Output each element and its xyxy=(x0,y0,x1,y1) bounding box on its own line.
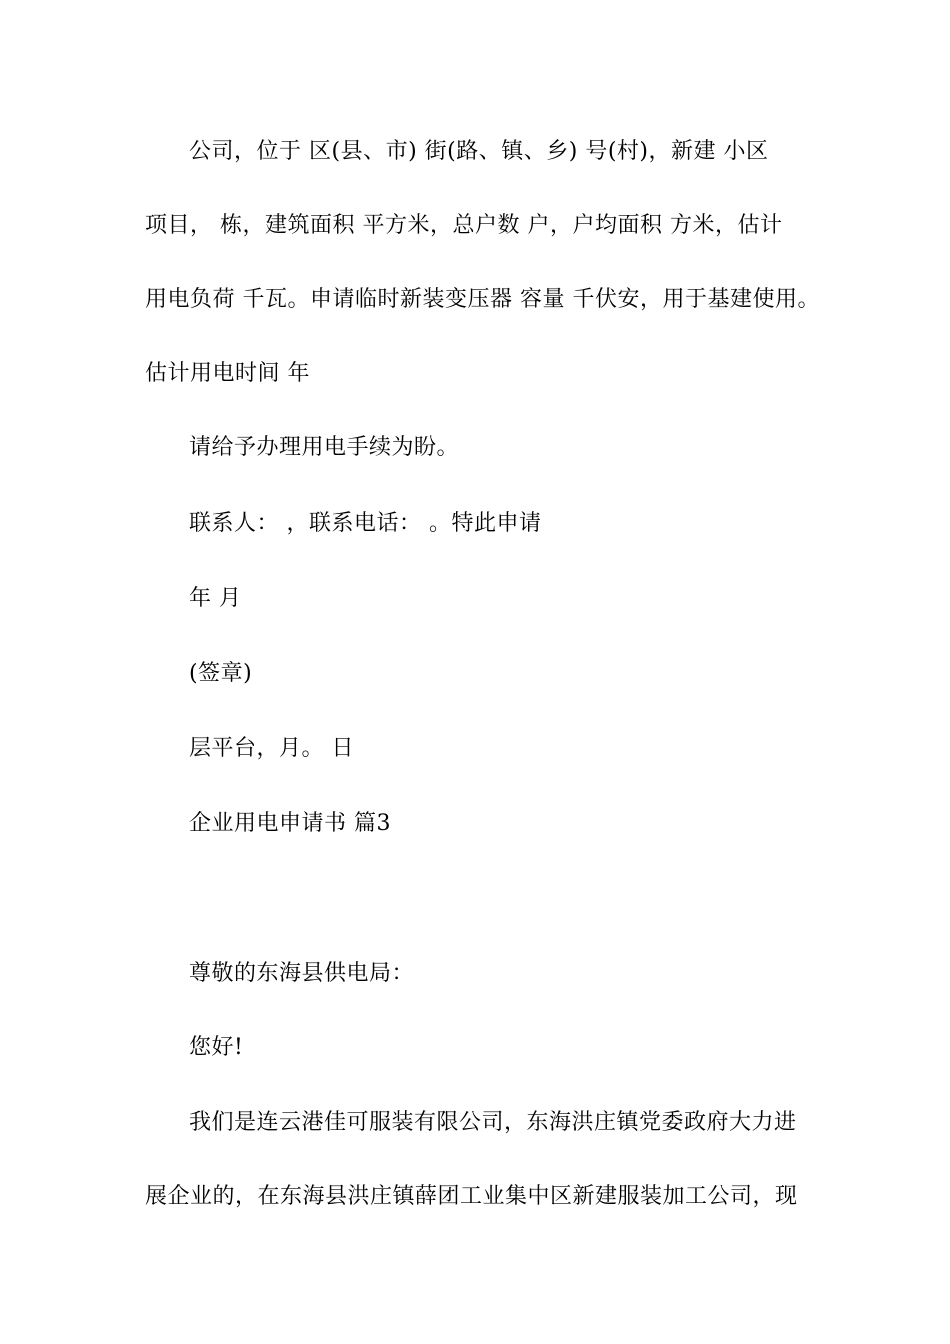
paragraph-1-line-1: 公司，位于 区(县、市) 街(路、镇、乡) 号(村)，新建 小区 xyxy=(189,139,769,164)
paragraph-1-line-2: 项目， 栋，建筑面积 平方米，总户数 户，户均面积 方米，估计 xyxy=(145,213,783,238)
section-heading: 企业用电申请书 篇3 xyxy=(189,811,391,836)
contact-line: 联系人： ，联系电话： 。特此申请 xyxy=(189,511,542,536)
greeting: 您好! xyxy=(189,1035,244,1060)
paragraph-1-line-4: 估计用电时间 年 xyxy=(145,361,310,386)
paragraph-2-line-1: 我们是连云港佳可服装有限公司，东海洪庄镇党委政府大力进 xyxy=(189,1110,797,1135)
paragraph-1-line-3: 用电负荷 千瓦。申请临时新装变压器 容量 千伏安，用于基建使用。 xyxy=(145,287,820,312)
floor-line: 层平台，月。 日 xyxy=(189,736,354,761)
salutation: 尊敬的东海县供电局： xyxy=(189,961,415,986)
request-line: 请给予办理用电手续为盼。 xyxy=(189,435,460,460)
date-line: 年 月 xyxy=(189,586,242,611)
seal-line: (签章) xyxy=(189,661,253,686)
paragraph-2-line-2: 展企业的，在东海县洪庄镇薛团工业集中区新建服装加工公司，现 xyxy=(145,1184,798,1209)
